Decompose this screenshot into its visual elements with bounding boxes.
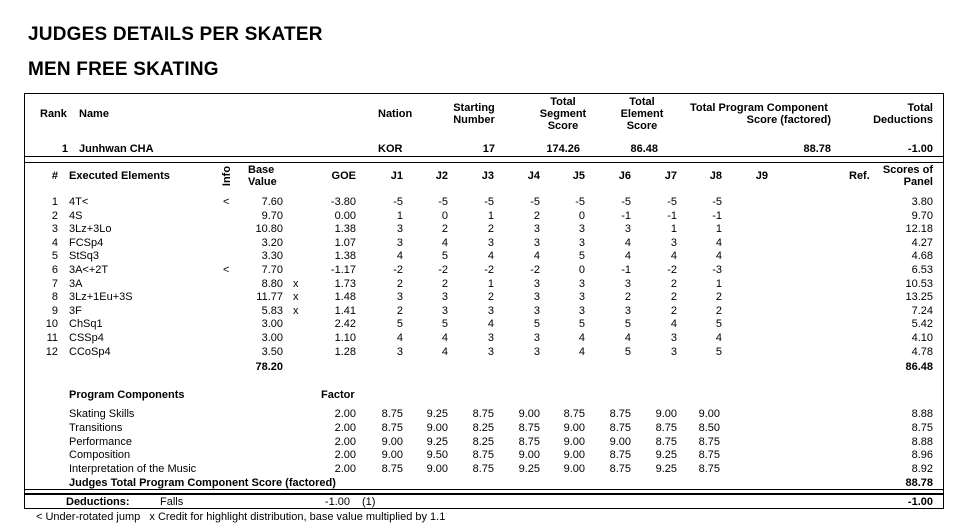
component-judge-score-5: 9.00: [563, 449, 585, 462]
element-judge-score-6: 5: [624, 318, 631, 331]
element-base-value: 3.50: [261, 345, 283, 358]
element-judge-score-8: -5: [712, 196, 722, 208]
element-judge-score-8: 5: [715, 318, 722, 331]
component-judge-score-1: 8.75: [381, 463, 403, 476]
component-judge-score-2: 9.25: [426, 408, 448, 420]
element-judge-score-8: -1: [712, 209, 722, 222]
element-judge-score-7: 1: [670, 223, 677, 236]
element-name: StSq3: [69, 250, 99, 263]
component-judge-score-2: 9.50: [426, 449, 448, 462]
starting-number-header-1: Starting: [453, 102, 495, 114]
element-judge-score-1: 5: [396, 318, 403, 331]
element-judge-score-5: 3: [578, 236, 585, 249]
judge-header-9: J9: [755, 170, 768, 182]
element-panel-score: 6.53: [911, 264, 933, 276]
separator-skater: [24, 156, 944, 157]
element-goe: 1.10: [334, 332, 356, 344]
element-name: FCSp4: [69, 236, 104, 249]
info-header: Info: [221, 165, 233, 187]
element-score-header-2: Element: [620, 108, 664, 120]
element-judge-score-6: 4: [624, 332, 631, 344]
element-number: 9: [51, 304, 58, 317]
element-judge-score-8: 4: [715, 332, 722, 344]
element-goe: 1.38: [334, 223, 356, 236]
component-name: Transitions: [69, 421, 123, 434]
element-judge-score-4: 3: [533, 277, 540, 290]
element-judge-score-3: 3: [487, 332, 494, 344]
element-judge-score-5: 4: [578, 332, 585, 344]
element-judge-score-6: -5: [621, 196, 631, 208]
element-judge-score-3: 4: [487, 318, 494, 331]
component-panel-score: 8.88: [911, 435, 933, 448]
component-panel-score: 8.96: [911, 449, 933, 462]
component-score-header-1: Total Program Component: [690, 102, 828, 114]
element-judge-score-6: -1: [621, 264, 631, 276]
element-judge-score-7: 3: [670, 345, 677, 358]
element-judge-score-1: 2: [396, 304, 403, 317]
element-credit: x: [293, 277, 299, 290]
element-goe: 1.41: [334, 304, 356, 317]
component-factor: 2.00: [334, 449, 356, 462]
element-goe: -3.80: [330, 196, 356, 208]
element-name: 3A<+2T: [69, 264, 109, 276]
element-judge-score-6: 4: [624, 250, 631, 263]
element-number: 3: [51, 223, 58, 236]
component-judge-score-8: 9.00: [698, 408, 720, 420]
nation-header: Nation: [378, 108, 413, 120]
element-judge-score-6: 3: [624, 223, 631, 236]
goe-header: GOE: [331, 170, 356, 182]
element-judge-score-4: 3: [533, 304, 540, 317]
skater-segment-score: 174.26: [546, 143, 580, 155]
scores-of-panel-header-2: Panel: [903, 176, 933, 188]
element-judge-score-1: -5: [393, 196, 403, 208]
element-judge-score-3: 2: [487, 291, 494, 304]
element-judge-score-2: 2: [441, 223, 448, 236]
component-judge-score-7: 9.25: [655, 449, 677, 462]
component-judge-score-8: 8.50: [698, 421, 720, 434]
element-number: 10: [45, 318, 58, 331]
element-judge-score-5: 3: [578, 277, 585, 290]
element-goe: 1.28: [334, 345, 356, 358]
component-judge-score-8: 8.75: [698, 435, 720, 448]
segment-score-header-3: Score: [547, 120, 579, 132]
element-credit: x: [293, 291, 299, 304]
element-judge-score-7: -2: [667, 264, 677, 276]
element-number: 1: [51, 196, 58, 208]
skater-deductions: -1.00: [907, 143, 933, 155]
element-panel-score: 13.25: [905, 291, 933, 304]
element-judge-score-6: 3: [624, 277, 631, 290]
element-panel-score: 5.42: [911, 318, 933, 331]
deduction-type: Falls: [160, 496, 184, 508]
component-judge-score-1: 9.00: [381, 435, 403, 448]
element-judge-score-8: -3: [712, 264, 722, 276]
deductions-header-1: Total: [907, 102, 933, 114]
element-base-value: 9.70: [261, 209, 283, 222]
element-judge-score-1: 3: [396, 223, 403, 236]
scores-of-panel-header-1: Scores of: [882, 164, 933, 176]
judge-header-4: J4: [527, 170, 540, 182]
component-factor: 2.00: [334, 408, 356, 420]
judge-header-5: J5: [572, 170, 585, 182]
element-judge-score-5: 5: [578, 318, 585, 331]
element-name: ChSq1: [69, 318, 103, 331]
starting-number-header-2: Number: [453, 114, 495, 126]
component-judge-score-4: 9.00: [518, 408, 540, 420]
element-judge-score-5: 3: [578, 223, 585, 236]
element-judge-score-8: 4: [715, 236, 722, 249]
event-title: MEN FREE SKATING: [28, 59, 219, 80]
element-name: CCoSp4: [69, 345, 111, 358]
base-value-header-1: Base: [248, 164, 275, 176]
segment-score-header-2: Segment: [539, 108, 587, 120]
element-base-value: 8.80: [261, 277, 283, 290]
element-judge-score-3: 3: [487, 236, 494, 249]
component-judge-score-3: 8.25: [472, 421, 494, 434]
element-panel-score: 4.10: [911, 332, 933, 344]
element-judge-score-7: 4: [670, 318, 677, 331]
element-panel-score: 7.24: [911, 304, 933, 317]
judge-header-8: J8: [709, 170, 722, 182]
element-goe: 1.73: [334, 277, 356, 290]
component-name: Performance: [69, 435, 132, 448]
element-panel-score: 4.27: [911, 236, 933, 249]
element-judge-score-7: -5: [667, 196, 677, 208]
rank-header: Rank: [40, 108, 67, 120]
element-judge-score-2: 3: [441, 291, 448, 304]
element-name: 3F: [69, 304, 82, 317]
ref-header: Ref.: [849, 170, 870, 182]
element-panel-score: 9.70: [911, 209, 933, 222]
program-components-header: Program Components: [69, 389, 185, 401]
element-judge-score-2: 5: [441, 318, 448, 331]
separator-elements: [24, 162, 944, 163]
element-judge-score-3: 2: [487, 223, 494, 236]
element-goe: -1.17: [330, 264, 356, 276]
element-judge-score-8: 4: [715, 250, 722, 263]
element-panel-score: 4.78: [911, 345, 933, 358]
element-judge-score-4: 2: [533, 209, 540, 222]
element-judge-score-4: 3: [533, 291, 540, 304]
element-judge-score-8: 2: [715, 291, 722, 304]
component-judge-score-6: 8.75: [609, 421, 631, 434]
component-score-header-2: Score (factored): [746, 114, 831, 126]
element-credit: x: [293, 304, 299, 317]
element-judge-score-3: 3: [487, 345, 494, 358]
components-total-label: Judges Total Program Component Score (factored): [69, 477, 336, 489]
element-base-value: 3.20: [261, 236, 283, 249]
skater-nation: KOR: [378, 143, 403, 155]
element-base-value: 3.00: [261, 318, 283, 331]
element-judge-score-5: 5: [578, 250, 585, 263]
deductions-total: -1.00: [907, 496, 933, 508]
deduction-count: (1): [362, 496, 376, 508]
component-factor: 2.00: [334, 421, 356, 434]
element-judge-score-6: -1: [621, 209, 631, 222]
element-score-header-1: Total: [629, 96, 655, 108]
component-name: Composition: [69, 449, 131, 462]
element-panel-score: 3.80: [911, 196, 933, 208]
component-panel-score: 8.92: [911, 463, 933, 476]
skater-rank: 1: [61, 143, 68, 155]
element-judge-score-1: 3: [396, 345, 403, 358]
skater-name: Junhwan CHA: [79, 143, 154, 155]
element-judge-score-1: 3: [396, 236, 403, 249]
element-judge-score-1: 3: [396, 291, 403, 304]
component-judge-score-4: 8.75: [518, 421, 540, 434]
component-name: Interpretation of the Music: [69, 463, 197, 476]
element-judge-score-4: 4: [533, 250, 540, 263]
element-info: <: [223, 264, 230, 276]
element-number: 6: [51, 264, 58, 276]
deductions-label: Deductions:: [66, 496, 130, 508]
element-judge-score-4: 3: [533, 332, 540, 344]
element-judge-score-4: 3: [533, 236, 540, 249]
component-judge-score-5: 9.00: [563, 435, 585, 448]
element-judge-score-2: 4: [441, 332, 448, 344]
element-judge-score-7: -1: [667, 209, 677, 222]
element-goe: 0.00: [334, 209, 356, 222]
element-base-value: 3.30: [261, 250, 283, 263]
base-value-total: 78.20: [255, 361, 283, 373]
judge-header-3: J3: [481, 170, 494, 182]
element-judge-score-4: 3: [533, 223, 540, 236]
component-judge-score-8: 8.75: [698, 449, 720, 462]
element-judge-score-1: 4: [396, 250, 403, 263]
element-goe: 1.48: [334, 291, 356, 304]
element-number: 4: [51, 236, 58, 249]
judge-header-7: J7: [664, 170, 677, 182]
component-panel-score: 8.88: [911, 408, 933, 420]
component-judge-score-8: 8.75: [698, 463, 720, 476]
component-judge-score-3: 8.75: [472, 463, 494, 476]
component-judge-score-4: 9.25: [518, 463, 540, 476]
judge-header-2: J2: [435, 170, 448, 182]
component-judge-score-3: 8.75: [472, 408, 494, 420]
component-panel-score: 8.75: [911, 421, 933, 434]
element-judge-score-2: 4: [441, 236, 448, 249]
segment-score-header-1: Total: [550, 96, 576, 108]
element-judge-score-8: 5: [715, 345, 722, 358]
component-judge-score-5: 9.00: [563, 421, 585, 434]
element-goe: 2.42: [334, 318, 356, 331]
element-goe: 1.07: [334, 236, 356, 249]
element-judge-score-5: 4: [578, 345, 585, 358]
element-judge-score-1: 2: [396, 277, 403, 290]
element-judge-score-7: 3: [670, 236, 677, 249]
component-judge-score-2: 9.25: [426, 435, 448, 448]
element-judge-score-4: -2: [530, 264, 540, 276]
element-base-value: 10.80: [255, 223, 283, 236]
element-name: 3A: [69, 277, 83, 290]
element-judge-score-8: 1: [715, 223, 722, 236]
judge-header-6: J6: [618, 170, 631, 182]
element-judge-score-3: -5: [484, 196, 494, 208]
element-judge-score-7: 2: [670, 291, 677, 304]
element-number: 12: [45, 345, 58, 358]
element-judge-score-2: 3: [441, 304, 448, 317]
element-judge-score-3: 1: [487, 209, 494, 222]
element-base-value: 11.77: [256, 291, 283, 304]
component-judge-score-3: 8.25: [472, 435, 494, 448]
separator-components-total: [24, 489, 944, 490]
element-judge-score-1: -2: [393, 264, 403, 276]
element-name: 3Lz+3Lo: [69, 223, 112, 236]
element-judge-score-6: 4: [624, 236, 631, 249]
element-name: CSSp4: [69, 332, 104, 344]
element-score-header-3: Score: [626, 120, 658, 132]
component-factor: 2.00: [334, 463, 356, 476]
element-judge-score-2: 5: [441, 250, 448, 263]
skater-starting-number: 17: [482, 143, 495, 155]
element-number: 5: [51, 250, 58, 263]
element-panel-score: 4.68: [911, 250, 933, 263]
component-judge-score-6: 9.00: [609, 435, 631, 448]
element-judge-score-4: 5: [533, 318, 540, 331]
element-base-value: 7.70: [261, 264, 283, 276]
deductions-header-2: Deductions: [873, 114, 933, 126]
deduction-value: -1.00: [324, 496, 350, 508]
element-judge-score-6: 3: [624, 304, 631, 317]
component-judge-score-4: 9.00: [518, 449, 540, 462]
element-number: 2: [51, 209, 58, 222]
element-number: 8: [51, 291, 58, 304]
element-judge-score-1: 4: [396, 332, 403, 344]
element-base-value: 3.00: [261, 332, 283, 344]
skater-component-score: 88.78: [803, 143, 831, 155]
element-judge-score-6: 2: [624, 291, 631, 304]
element-judge-score-2: -5: [438, 196, 448, 208]
component-judge-score-7: 9.00: [655, 408, 677, 420]
element-judge-score-3: 1: [487, 277, 494, 290]
element-judge-score-2: 0: [441, 209, 448, 222]
element-judge-score-3: 3: [487, 304, 494, 317]
footnote: < Under-rotated jump x Credit for highlight distribution, base value multiplied by 1.1: [36, 511, 446, 523]
element-judge-score-2: 4: [441, 345, 448, 358]
component-factor: 2.00: [334, 435, 356, 448]
judge-header-1: J1: [390, 170, 403, 182]
element-judge-score-3: -2: [484, 264, 494, 276]
element-number: 11: [46, 332, 58, 344]
factor-header: Factor: [321, 389, 355, 401]
element-panel-score: 10.53: [905, 277, 933, 290]
element-judge-score-3: 4: [487, 250, 494, 263]
element-base-value: 5.83: [261, 304, 283, 317]
element-name: 3Lz+1Eu+3S: [69, 291, 133, 304]
element-number-header: #: [51, 170, 58, 182]
component-judge-score-1: 9.00: [381, 449, 403, 462]
skater-element-score: 86.48: [630, 143, 658, 155]
element-judge-score-7: 2: [670, 304, 677, 317]
component-judge-score-4: 8.75: [518, 435, 540, 448]
component-judge-score-1: 8.75: [381, 421, 403, 434]
components-total-value: 88.78: [905, 477, 933, 489]
element-number: 7: [51, 277, 58, 290]
element-judge-score-5: 0: [578, 264, 585, 276]
element-name: 4S: [69, 209, 83, 222]
component-judge-score-6: 8.75: [609, 408, 631, 420]
element-goe: 1.38: [334, 250, 356, 263]
page-title: JUDGES DETAILS PER SKATER: [28, 24, 323, 45]
name-header: Name: [79, 108, 109, 120]
element-judge-score-2: -2: [438, 264, 448, 276]
component-judge-score-2: 9.00: [426, 463, 448, 476]
element-judge-score-6: 5: [624, 345, 631, 358]
element-base-value: 7.60: [261, 196, 283, 208]
element-judge-score-4: 3: [533, 345, 540, 358]
executed-elements-header: Executed Elements: [69, 170, 170, 182]
component-judge-score-7: 8.75: [655, 435, 677, 448]
element-judge-score-4: -5: [530, 196, 540, 208]
component-judge-score-2: 9.00: [426, 421, 448, 434]
element-judge-score-7: 3: [670, 332, 677, 344]
element-name: 4T<: [69, 196, 89, 208]
base-value-header-2: Value: [248, 176, 277, 188]
element-judge-score-7: 4: [670, 250, 677, 263]
component-judge-score-3: 8.75: [472, 449, 494, 462]
element-panel-score: 12.18: [905, 223, 933, 236]
element-judge-score-2: 2: [441, 277, 448, 290]
element-judge-score-8: 2: [715, 304, 722, 317]
component-judge-score-6: 8.75: [609, 449, 631, 462]
component-judge-score-6: 8.75: [609, 463, 631, 476]
component-judge-score-7: 9.25: [655, 463, 677, 476]
element-judge-score-5: 0: [578, 209, 585, 222]
element-judge-score-5: 3: [578, 304, 585, 317]
panel-total: 86.48: [905, 361, 933, 373]
element-judge-score-5: -5: [575, 196, 585, 208]
component-judge-score-7: 8.75: [655, 421, 677, 434]
component-judge-score-1: 8.75: [381, 408, 403, 420]
component-name: Skating Skills: [69, 408, 135, 420]
element-judge-score-5: 3: [578, 291, 585, 304]
element-info: <: [223, 196, 230, 208]
element-judge-score-7: 2: [670, 277, 677, 290]
component-judge-score-5: 8.75: [563, 408, 585, 420]
component-judge-score-5: 9.00: [563, 463, 585, 476]
element-judge-score-1: 1: [396, 209, 403, 222]
element-judge-score-8: 1: [715, 277, 722, 290]
